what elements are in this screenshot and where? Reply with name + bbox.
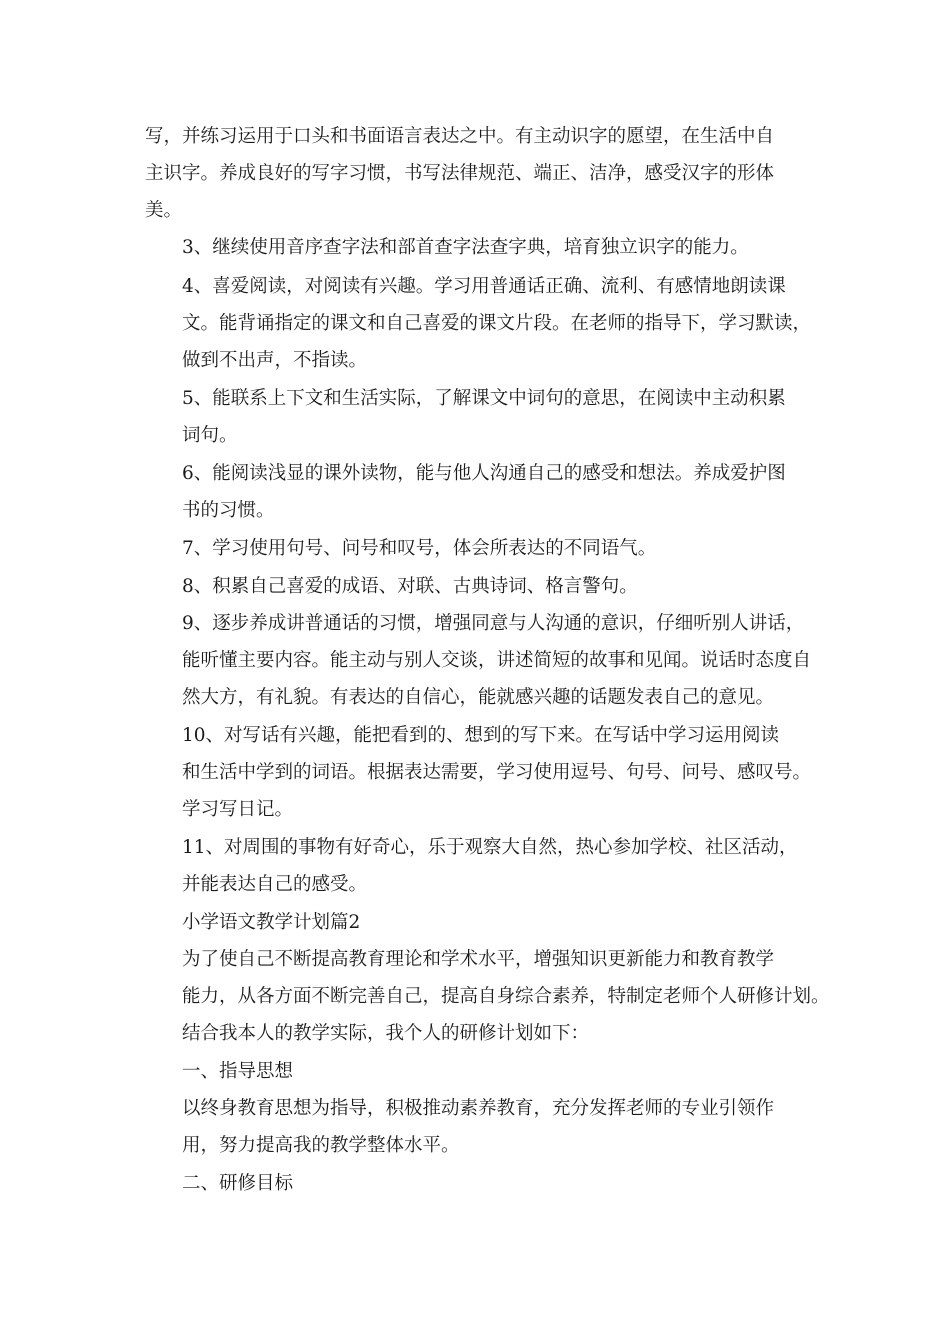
- paragraph-item-7: [145, 530, 825, 567]
- paragraph-item-5: [145, 380, 825, 454]
- text-line: 5、能联系上下文和生活实际，了解课文中词句的意思，在阅读中主动积累: [182, 388, 786, 409]
- text-line: 以终身教育思想为指导，积极推动素养教育，充分发挥老师的专业引领作: [182, 1098, 775, 1119]
- text-line: 主识字。养成良好的写字习惯，书写法律规范、端正、洁净，感受汉字的形体: [145, 163, 775, 184]
- text-line: 4、喜爱阅读，对阅读有兴趣。学习用普通话正确、流利、有感情地朗读课: [182, 276, 786, 297]
- paragraph-intro: [145, 941, 830, 1052]
- text-line: 书的习惯。: [182, 500, 275, 521]
- text-line: 文。能背诵指定的课文和自己喜爱的课文片段。在老师的指导下，学习默读，: [182, 313, 812, 334]
- text-line: 7、学习使用句号、问号和叹号，体会所表达的不同语气。: [182, 538, 657, 559]
- paragraph-guiding-thought: [145, 1090, 825, 1164]
- text-line: 能力，从各方面不断完善自己，提高自身综合素养，特制定老师个人研修计划。: [182, 986, 830, 1007]
- paragraph-item-10: [145, 717, 825, 828]
- subheading-study-goals: [145, 1165, 825, 1202]
- text-line: 美。: [145, 200, 183, 221]
- text-line: 写，并练习运用于口头和书面语言表达之中。有主动识字的愿望，在生活中自: [145, 126, 775, 147]
- text-line: 学习写日记。: [182, 799, 294, 820]
- paragraph-item-9: [145, 605, 825, 716]
- paragraph-item-3: [145, 229, 825, 266]
- text-line: 3、继续使用音序查字法和部首查字法查字典，培育独立识字的能力。: [182, 237, 749, 258]
- text-line: 然大方，有礼貌。有表达的自信心，能就感兴趣的话题发表自己的意见。: [182, 687, 775, 708]
- section-heading: [145, 904, 825, 941]
- text-line: 做到不出声，不指读。: [182, 350, 368, 371]
- paragraph-continuation: [145, 118, 825, 229]
- text-line: 二、研修目标: [182, 1173, 294, 1194]
- text-line: 小学语文教学计划篇2: [182, 912, 361, 933]
- paragraph-item-11: [145, 829, 825, 903]
- paragraph-item-8: [145, 568, 825, 605]
- text-line: 词句。: [182, 425, 238, 446]
- text-line: 为了使自己不断提高教育理论和学术水平，增强知识更新能力和教育教学: [182, 949, 775, 970]
- text-line: 并能表达自己的感受。: [182, 874, 368, 895]
- text-line: 9、逐步养成讲普通话的习惯，增强同意与人沟通的意识，仔细听别人讲话，: [182, 613, 805, 634]
- text-line: 6、能阅读浅显的课外读物，能与他人沟通自己的感受和想法。养成爱护图: [182, 463, 786, 484]
- paragraph-item-6: [145, 455, 825, 529]
- text-line: 和生活中学到的词语。根据表达需要，学习使用逗号、句号、问号、感叹号。: [182, 762, 812, 783]
- subheading-guiding-thought: [145, 1053, 825, 1090]
- text-line: 一、指导思想: [182, 1061, 294, 1082]
- text-line: 结合我本人的教学实际，我个人的研修计划如下：: [182, 1023, 590, 1044]
- text-line: 10、对写话有兴趣，能把看到的、想到的写下来。在写话中学习运用阅读: [182, 725, 780, 746]
- text-line: 用，努力提高我的教学整体水平。: [182, 1135, 460, 1156]
- text-line: 能听懂主要内容。能主动与别人交谈，讲述简短的故事和见闻。说话时态度自: [182, 650, 812, 671]
- text-line: 8、积累自己喜爱的成语、对联、古典诗词、格言警句。: [182, 576, 638, 597]
- text-line: 11、对周围的事物有好奇心，乐于观察大自然，热心参加学校、社区活动，: [182, 837, 798, 858]
- paragraph-item-4: [145, 268, 825, 379]
